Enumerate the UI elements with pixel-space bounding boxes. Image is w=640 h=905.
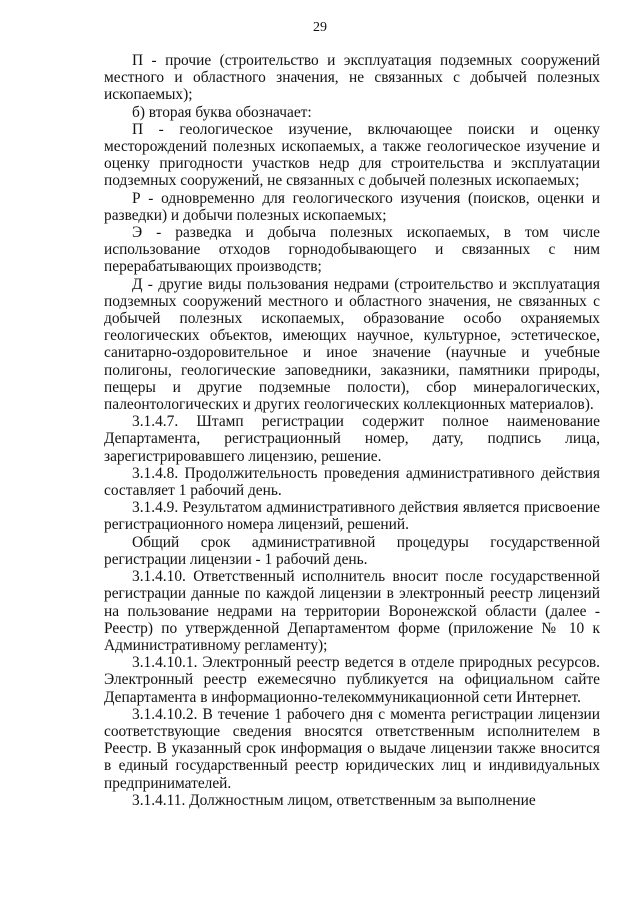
paragraph: Э - разведка и добыча полезных ископаемых, в том числе использование отходов горнодобывающего и связанных с ним перерабатывающих производств; xyxy=(104,224,600,276)
paragraph: П - прочие (строительство и эксплуатация подземных сооружений местного и областного значения, не связанных с добычей полезных ископаемых); xyxy=(104,52,600,104)
paragraph: Р - одновременно для геологического изучения (поисков, оценки и разведки) и добычи полезных ископаемых; xyxy=(104,189,600,224)
paragraph: 3.1.4.11. Должностным лицом, ответственным за выполнение xyxy=(132,791,536,809)
paragraph: 3.1.4.10.1. Электронный реестр ведется в отделе природных ресурсов. Электронный реестр ежемесячно публикуется на официальном сайте Департамента в информационно-телекоммуникационной сети Интернет. xyxy=(104,654,600,706)
paragraph: 3.1.4.7. Штамп регистрации содержит полное наименование Департамента, регистрационный номер, дату, подпись лица, зарегистрировавшего лицензию, решение. xyxy=(104,413,600,465)
document-body xyxy=(104,52,600,809)
paragraph: 3.1.4.10.2. В течение 1 рабочего дня с момента регистрации лицензии соответствующие сведения вносятся ответственным исполнителем в Реестр. В указанный срок информация о выдаче лицензии также вносится в единый государственный реестр юридических лиц и индивидуальных предпринимателей. xyxy=(104,705,600,792)
paragraph: 3.1.4.10. Ответственный исполнитель вносит после государственной регистрации данные по каждой лицензии в электронный реестр лицензий на пользование недрами на территории Воронежской области (далее - Реестр) по утвержденной Департаментом форме (приложение № 10 к Административному регламенту); xyxy=(104,568,600,654)
paragraph: Д - другие виды пользования недрами (строительство и эксплуатация подземных сооружений местного и областного значения, не связанных с добычей полезных ископаемых, образование особо охраняемых геологических объектов, имеющих научное, культурное, эстетическое, санитарно-оздоровительное и иное значение (научные и учебные полигоны, геологические заповедники, заказники, памятники природы, пещеры и другие подземные полости), сбор минералогических, палеонтологических и других геологических коллекционных материалов). xyxy=(104,275,600,414)
paragraph: 3.1.4.9. Результатом административного действия является присвоение регистрационного номера лицензий, решений. xyxy=(104,499,600,534)
paragraph: 3.1.4.8. Продолжительность проведения административного действия составляет 1 рабочий день. xyxy=(104,464,600,500)
page-number: 29 xyxy=(313,20,327,35)
paragraph: Общий срок административной процедуры государственной регистрации лицензии - 1 рабочий день. xyxy=(104,533,600,568)
paragraph: П - геологическое изучение, включающее поиски и оценку месторождений полезных ископаемых, а также геологическое изучение и оценку пригодности участков недр для строительства и эксплуатации подземных сооружений, не связанных с добычей полезных ископаемых; xyxy=(104,120,600,190)
paragraph: б) вторая буква обозначает: xyxy=(132,103,312,121)
